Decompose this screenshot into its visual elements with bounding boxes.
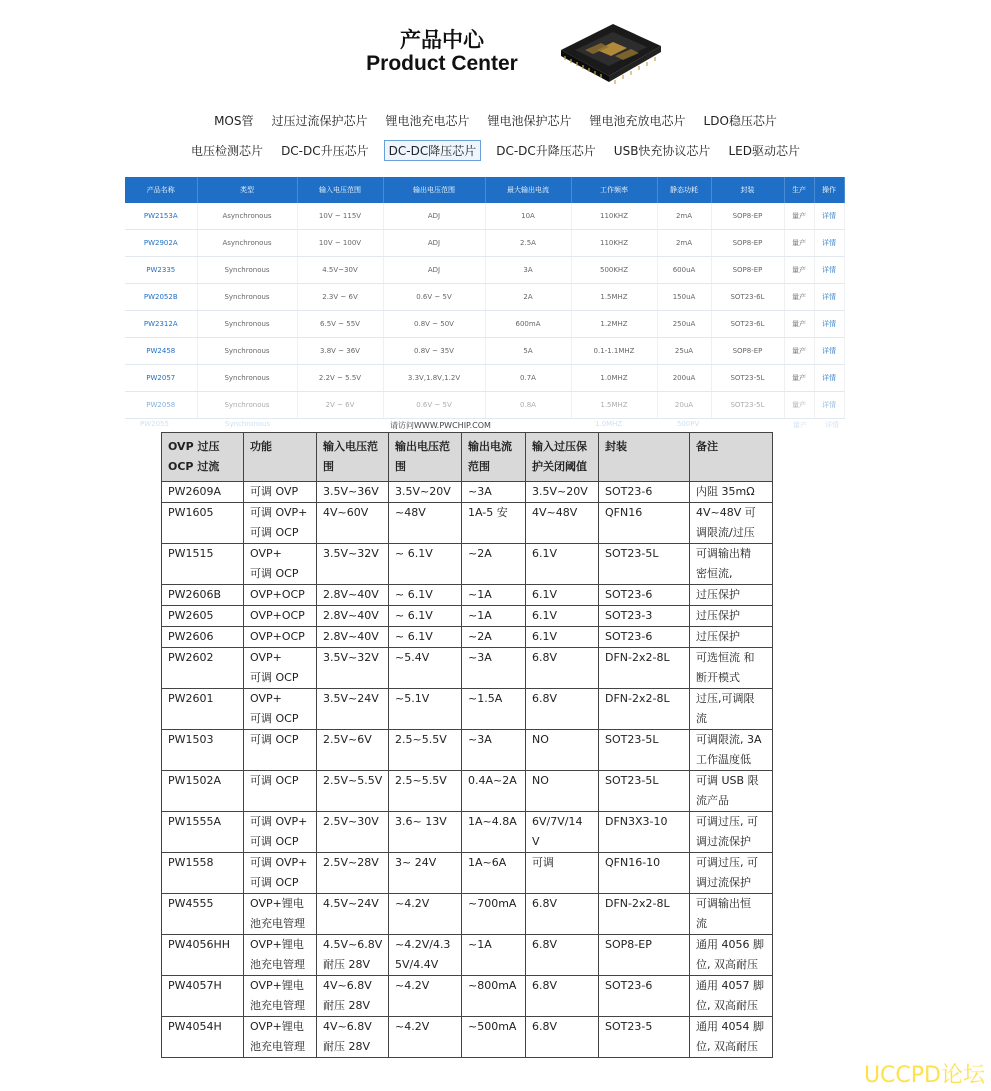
table-cell: 10V ~ 100V — [297, 230, 383, 257]
table-cell: 2.5V~6V — [317, 730, 389, 771]
column-header: 最大输出电流 — [485, 177, 571, 203]
column-header: 输入电压范围 — [297, 177, 383, 203]
table-row — [125, 203, 844, 230]
column-header: 输出电流 范围 — [462, 433, 526, 482]
table-cell: 可调 USB 限 流产品 — [690, 771, 773, 812]
table-cell: 2mA — [657, 203, 711, 230]
table-cell: 3.6~ 13V — [389, 812, 462, 853]
column-header: 输出电压范围 — [383, 177, 485, 203]
product-link[interactable]: PW2057 — [125, 365, 197, 392]
table-row — [162, 482, 773, 503]
column-header: OVP 过压 OCP 过流 — [162, 433, 244, 482]
table-cell: OVP+锂电 池充电管理 — [244, 894, 317, 935]
table-cell: 6.1V — [526, 585, 599, 606]
column-header: 备注 — [690, 433, 773, 482]
category-nav-row-2 — [0, 140, 991, 161]
product-link[interactable]: PW2902A — [125, 230, 197, 257]
details-link[interactable]: 详情 — [814, 365, 844, 392]
table-row — [162, 771, 773, 812]
table-row — [162, 976, 773, 1017]
table-cell: 量产 — [784, 365, 814, 392]
details-link[interactable]: 详情 — [814, 311, 844, 338]
table-cell: 6.8V — [526, 935, 599, 976]
table-cell: 3.5V~32V — [317, 648, 389, 689]
table-cell: 过压保护 — [690, 585, 773, 606]
table-cell: ~5.1V — [389, 689, 462, 730]
table-cell: 10A — [485, 203, 571, 230]
table-cell: DFN3X3-10 — [599, 812, 690, 853]
table-cell: 3.8V ~ 36V — [297, 338, 383, 365]
table-cell: 600mA — [485, 311, 571, 338]
part-number-cell: PW2605 — [162, 606, 244, 627]
table-cell: 4V~48V 可 调限流/过压 — [690, 503, 773, 544]
table-cell: 2mA — [657, 230, 711, 257]
column-header: 输入电压范 围 — [317, 433, 389, 482]
details-link[interactable]: 详情 — [814, 284, 844, 311]
table-cell: OVP+锂电 池充电管理 — [244, 935, 317, 976]
table-cell: 1A~6A — [462, 853, 526, 894]
table-cell: OVP+ 可调 OCP — [244, 544, 317, 585]
table-cell: 0.8V ~ 50V — [383, 311, 485, 338]
product-link[interactable]: PW2058 — [125, 392, 197, 419]
table-row — [162, 730, 773, 771]
table-cell: 4V~48V — [526, 503, 599, 544]
nav-category-item[interactable]: 锂电池保护芯片 — [487, 114, 572, 128]
page-title-en: Product Center — [366, 52, 518, 75]
table-cell: ~800mA — [462, 976, 526, 1017]
table-cell: Synchronous — [197, 284, 297, 311]
part-number-cell: PW4054H — [162, 1017, 244, 1058]
nav-category-item[interactable]: USB快充协议芯片 — [613, 144, 711, 158]
table-row — [162, 812, 773, 853]
table-cell: 6.1V — [526, 627, 599, 648]
product-link[interactable]: PW2458 — [125, 338, 197, 365]
table-row — [125, 365, 844, 392]
product-table — [125, 177, 845, 419]
table-cell: ~ 6.1V — [389, 627, 462, 648]
part-number-cell: PW1605 — [162, 503, 244, 544]
table-cell: Synchronous — [197, 311, 297, 338]
column-header: 生产 — [784, 177, 814, 203]
table-cell: 2.5~5.5V — [389, 730, 462, 771]
table-cell: 6.1V — [526, 544, 599, 585]
table-cell: 1A~4.8A — [462, 812, 526, 853]
part-number-cell: PW1503 — [162, 730, 244, 771]
product-link[interactable]: PW2153A — [125, 203, 197, 230]
part-number-cell: PW2602 — [162, 648, 244, 689]
table-cell: 可调 OVP+ 可调 OCP — [244, 503, 317, 544]
table-cell: ~1A — [462, 606, 526, 627]
product-link[interactable]: PW2052B — [125, 284, 197, 311]
part-number-cell: PW4057H — [162, 976, 244, 1017]
table-cell: 4.5V~24V — [317, 894, 389, 935]
table-cell: OVP+OCP — [244, 606, 317, 627]
table-cell: 量产 — [784, 338, 814, 365]
table-cell: SOT23-3 — [599, 606, 690, 627]
table-row — [162, 627, 773, 648]
reflection-cell: PW2055 — [140, 420, 169, 428]
table-cell: 通用 4056 脚 位, 双高耐压 — [690, 935, 773, 976]
chip-image — [553, 20, 665, 92]
table-cell: ~4.2V/4.3 5V/4.4V — [389, 935, 462, 976]
table-cell: SOT23-5L — [599, 771, 690, 812]
table-cell: 1.5MHZ — [571, 284, 657, 311]
table-cell: 量产 — [784, 257, 814, 284]
table-cell: 量产 — [784, 392, 814, 419]
column-header: 封装 — [599, 433, 690, 482]
table-cell: 6.1V — [526, 606, 599, 627]
table-cell: OVP+ 可调 OCP — [244, 689, 317, 730]
table-cell: 量产 — [784, 284, 814, 311]
table-cell: 1.0MHZ — [571, 365, 657, 392]
table-cell: SOP8-EP — [711, 230, 784, 257]
column-header: 工作频率 — [571, 177, 657, 203]
table-cell: 0.1-1.1MHZ — [571, 338, 657, 365]
table-cell: ~ 6.1V — [389, 606, 462, 627]
table-cell: SOT23-5 — [599, 1017, 690, 1058]
table-cell: 3.5V~36V — [317, 482, 389, 503]
table-row — [162, 894, 773, 935]
column-header: 输入过压保 护关闭阈值 — [526, 433, 599, 482]
reflection-cell: Synchronous — [225, 420, 271, 428]
table-cell: 6.8V — [526, 1017, 599, 1058]
table-cell: 通用 4057 脚 位, 双高耐压 — [690, 976, 773, 1017]
table-cell: 10V ~ 115V — [297, 203, 383, 230]
table-cell: Synchronous — [197, 365, 297, 392]
table-cell: 可调 OVP+ 可调 OCP — [244, 853, 317, 894]
table-cell: 3.5V~20V — [389, 482, 462, 503]
table-cell: 20uA — [657, 392, 711, 419]
table-cell: 内阻 35mΩ — [690, 482, 773, 503]
ovp-table-header — [162, 433, 773, 482]
table-cell: ~2A — [462, 544, 526, 585]
column-header: 产品名称 — [125, 177, 197, 203]
table-cell: ~4.2V — [389, 1017, 462, 1058]
part-number-cell: PW1502A — [162, 771, 244, 812]
table-cell: 过压保护 — [690, 606, 773, 627]
nav-category-item[interactable]: 过压过流保护芯片 — [271, 114, 368, 128]
table-cell: Synchronous — [197, 257, 297, 284]
table-cell: 量产 — [784, 311, 814, 338]
nav-category-item[interactable]: 锂电池充放电芯片 — [589, 114, 686, 128]
part-number-cell: PW4555 — [162, 894, 244, 935]
table-cell: ~700mA — [462, 894, 526, 935]
table-cell: ~ 6.1V — [389, 585, 462, 606]
table-cell: 可调输出精 密恒流, — [690, 544, 773, 585]
nav-category-item[interactable]: LED驱动芯片 — [728, 144, 800, 158]
table-cell: 可选恒流 和 断开模式 — [690, 648, 773, 689]
table-cell: 0.6V ~ 5V — [383, 392, 485, 419]
table-cell: 6.5V ~ 55V — [297, 311, 383, 338]
table-cell: 200uA — [657, 365, 711, 392]
table-cell: ~3A — [462, 648, 526, 689]
reflection-cell: 500PV — [677, 420, 700, 428]
table-cell: 2.3V ~ 6V — [297, 284, 383, 311]
table-cell: QFN16 — [599, 503, 690, 544]
table-cell: Synchronous — [197, 338, 297, 365]
page-title-cn: 产品中心 — [400, 28, 484, 52]
table-cell: 2.8V~40V — [317, 606, 389, 627]
nav-category-item[interactable]: LDO稳压芯片 — [703, 114, 777, 128]
table-cell: 25uA — [657, 338, 711, 365]
table-cell: 2.5~5.5V — [389, 771, 462, 812]
details-link[interactable]: 详情 — [814, 338, 844, 365]
table-row — [125, 230, 844, 257]
table-cell: 3~ 24V — [389, 853, 462, 894]
part-number-cell: PW2606 — [162, 627, 244, 648]
table-cell: ~48V — [389, 503, 462, 544]
table-cell: 3A — [485, 257, 571, 284]
table-cell: 过压保护 — [690, 627, 773, 648]
table-row — [125, 311, 844, 338]
table-row — [125, 284, 844, 311]
table-cell: ~4.2V — [389, 894, 462, 935]
table-cell: 6.8V — [526, 976, 599, 1017]
nav-category-item[interactable]: 电压检测芯片 — [191, 144, 264, 158]
table-row — [162, 544, 773, 585]
table-cell: SOP8-EP — [711, 203, 784, 230]
table-cell: 3.3V,1.8V,1.2V — [383, 365, 485, 392]
table-cell: 量产 — [784, 203, 814, 230]
table-cell: ~1A — [462, 935, 526, 976]
table-cell: 可调 OVP — [244, 482, 317, 503]
table-cell: Synchronous — [197, 392, 297, 419]
table-cell: 5A — [485, 338, 571, 365]
table-cell: 可调限流, 3A 工作温度低 — [690, 730, 773, 771]
table-cell: OVP+锂电 池充电管理 — [244, 976, 317, 1017]
table-cell: ~5.4V — [389, 648, 462, 689]
table-cell: 通用 4054 脚 位, 双高耐压 — [690, 1017, 773, 1058]
table-cell: 600uA — [657, 257, 711, 284]
table-cell: ADJ — [383, 230, 485, 257]
table-cell: 2.5A — [485, 230, 571, 257]
column-header: 输出电压范 围 — [389, 433, 462, 482]
table-cell: 4.5V~30V — [297, 257, 383, 284]
table-cell: 3.5V~24V — [317, 689, 389, 730]
table-cell: 可调输出恒 流 — [690, 894, 773, 935]
table-cell: 0.8V ~ 35V — [383, 338, 485, 365]
forum-watermark: UCCPD论坛 — [863, 1063, 985, 1088]
table-cell: 1.5MHZ — [571, 392, 657, 419]
product-link[interactable]: PW2335 — [125, 257, 197, 284]
table-cell: ~3A — [462, 730, 526, 771]
table-cell: 量产 — [784, 230, 814, 257]
nav-category-item[interactable]: DC-DC降压芯片 — [384, 140, 482, 161]
table-cell: OVP+ 可调 OCP — [244, 648, 317, 689]
table-cell: SOP8-EP — [711, 338, 784, 365]
table-cell: SOT23-6L — [711, 311, 784, 338]
table-cell: 250uA — [657, 311, 711, 338]
product-table-header — [125, 177, 844, 203]
table-cell: 2.2V ~ 5.5V — [297, 365, 383, 392]
reflection-cell: 1.0MHZ — [595, 420, 623, 428]
column-header: 类型 — [197, 177, 297, 203]
part-number-cell: PW1515 — [162, 544, 244, 585]
table-cell: 可调 OCP — [244, 771, 317, 812]
table-cell: ~1A — [462, 585, 526, 606]
column-header: 封装 — [711, 177, 784, 203]
table-cell: 2V ~ 6V — [297, 392, 383, 419]
table-cell: SOP8-EP — [711, 257, 784, 284]
table-cell: SOT23-5L — [599, 730, 690, 771]
table-cell: 6.8V — [526, 648, 599, 689]
table-cell: 可调 OVP+ 可调 OCP — [244, 812, 317, 853]
table-row — [125, 338, 844, 365]
table-cell: NO — [526, 730, 599, 771]
table-cell: 2.5V~28V — [317, 853, 389, 894]
table-row — [162, 935, 773, 976]
table-cell: Asynchronous — [197, 203, 297, 230]
table-cell: SOT23-6 — [599, 976, 690, 1017]
table-cell: 150uA — [657, 284, 711, 311]
part-number-cell: PW1558 — [162, 853, 244, 894]
table-cell: OVP+OCP — [244, 585, 317, 606]
table-cell: Asynchronous — [197, 230, 297, 257]
table-cell: OVP+锂电 池充电管理 — [244, 1017, 317, 1058]
table-cell: SOP8-EP — [599, 935, 690, 976]
table-cell: DFN-2x2-8L — [599, 648, 690, 689]
table-cell: NO — [526, 771, 599, 812]
table-cell: 4V~6.8V 耐压 28V — [317, 976, 389, 1017]
table-cell: SOT23-5L — [711, 392, 784, 419]
table-cell: 4.5V~6.8V 耐压 28V — [317, 935, 389, 976]
table-row — [162, 853, 773, 894]
table-cell: 4V~60V — [317, 503, 389, 544]
table-cell: 2.8V~40V — [317, 585, 389, 606]
table-cell: ~1.5A — [462, 689, 526, 730]
table-row — [162, 606, 773, 627]
part-number-cell: PW2606B — [162, 585, 244, 606]
nav-category-item[interactable]: 锂电池充电芯片 — [385, 114, 470, 128]
table-cell: SOT23-6L — [711, 284, 784, 311]
table-cell: 可调 — [526, 853, 599, 894]
table-cell: DFN-2x2-8L — [599, 894, 690, 935]
nav-category-item[interactable]: DC-DC升降压芯片 — [496, 144, 596, 158]
table-cell: 过压,可调限 流 — [690, 689, 773, 730]
table-cell: 6.8V — [526, 689, 599, 730]
table-row — [125, 257, 844, 284]
table-cell: ~ 6.1V — [389, 544, 462, 585]
table-cell: 0.6V ~ 5V — [383, 284, 485, 311]
table-cell: 3.5V~20V — [526, 482, 599, 503]
table-cell: 2.5V~30V — [317, 812, 389, 853]
part-number-cell: PW2601 — [162, 689, 244, 730]
table-cell: 2.8V~40V — [317, 627, 389, 648]
part-number-cell: PW2609A — [162, 482, 244, 503]
table-cell: ~2A — [462, 627, 526, 648]
details-link[interactable]: 详情 — [814, 392, 844, 419]
column-header: 功能 — [244, 433, 317, 482]
table-cell: ~3A — [462, 482, 526, 503]
details-link[interactable]: 详情 — [814, 230, 844, 257]
table-cell: 可调 OCP — [244, 730, 317, 771]
product-link[interactable]: PW2312A — [125, 311, 197, 338]
table-cell: 110KHZ — [571, 203, 657, 230]
part-number-cell: PW4056HH — [162, 935, 244, 976]
table-cell: ADJ — [383, 257, 485, 284]
table-row — [162, 503, 773, 544]
nav-category-item[interactable]: MOS管 — [214, 114, 254, 128]
table-cell: 6.8V — [526, 894, 599, 935]
table-row — [162, 648, 773, 689]
table-row — [162, 585, 773, 606]
table-cell: 0.7A — [485, 365, 571, 392]
table-cell: 可调过压, 可 调过流保护 — [690, 853, 773, 894]
website-notice: 请访问WWW.PWCHIP.COM — [390, 421, 491, 430]
ovp-ocp-table — [161, 432, 773, 1058]
part-number-cell: PW1555A — [162, 812, 244, 853]
table-cell: SOT23-6 — [599, 627, 690, 648]
table-cell: SOT23-6 — [599, 482, 690, 503]
table-cell: 6V/7V/14 V — [526, 812, 599, 853]
table-row — [162, 689, 773, 730]
category-nav-row-1 — [0, 110, 991, 131]
table-cell: 4V~6.8V 耐压 28V — [317, 1017, 389, 1058]
table-cell: OVP+OCP — [244, 627, 317, 648]
details-link[interactable]: 详情 — [814, 203, 844, 230]
table-cell: ~500mA — [462, 1017, 526, 1058]
table-cell: 0.8A — [485, 392, 571, 419]
table-cell: SOT23-6 — [599, 585, 690, 606]
table-cell: ADJ — [383, 203, 485, 230]
table-cell: 2.5V~5.5V — [317, 771, 389, 812]
table-cell: 110KHZ — [571, 230, 657, 257]
table-cell: DFN-2x2-8L — [599, 689, 690, 730]
table-cell: 500KHZ — [571, 257, 657, 284]
table-cell: SOT23-5L — [599, 544, 690, 585]
table-cell: QFN16-10 — [599, 853, 690, 894]
details-link[interactable]: 详情 — [814, 257, 844, 284]
table-cell: 0.4A~2A — [462, 771, 526, 812]
table-row — [162, 1017, 773, 1058]
nav-category-item[interactable]: DC-DC升压芯片 — [281, 144, 369, 158]
reflection-cell: 详情 — [825, 421, 839, 429]
table-cell: 1A-5 安 — [462, 503, 526, 544]
column-header: 操作 — [814, 177, 844, 203]
table-cell: 2A — [485, 284, 571, 311]
table-cell: 可调过压, 可 调过流保护 — [690, 812, 773, 853]
table-cell: 1.2MHZ — [571, 311, 657, 338]
table-cell: SOT23-5L — [711, 365, 784, 392]
reflection-cell: 量产 — [793, 421, 807, 429]
table-cell: ~4.2V — [389, 976, 462, 1017]
table-cell: 3.5V~32V — [317, 544, 389, 585]
column-header: 静态功耗 — [657, 177, 711, 203]
